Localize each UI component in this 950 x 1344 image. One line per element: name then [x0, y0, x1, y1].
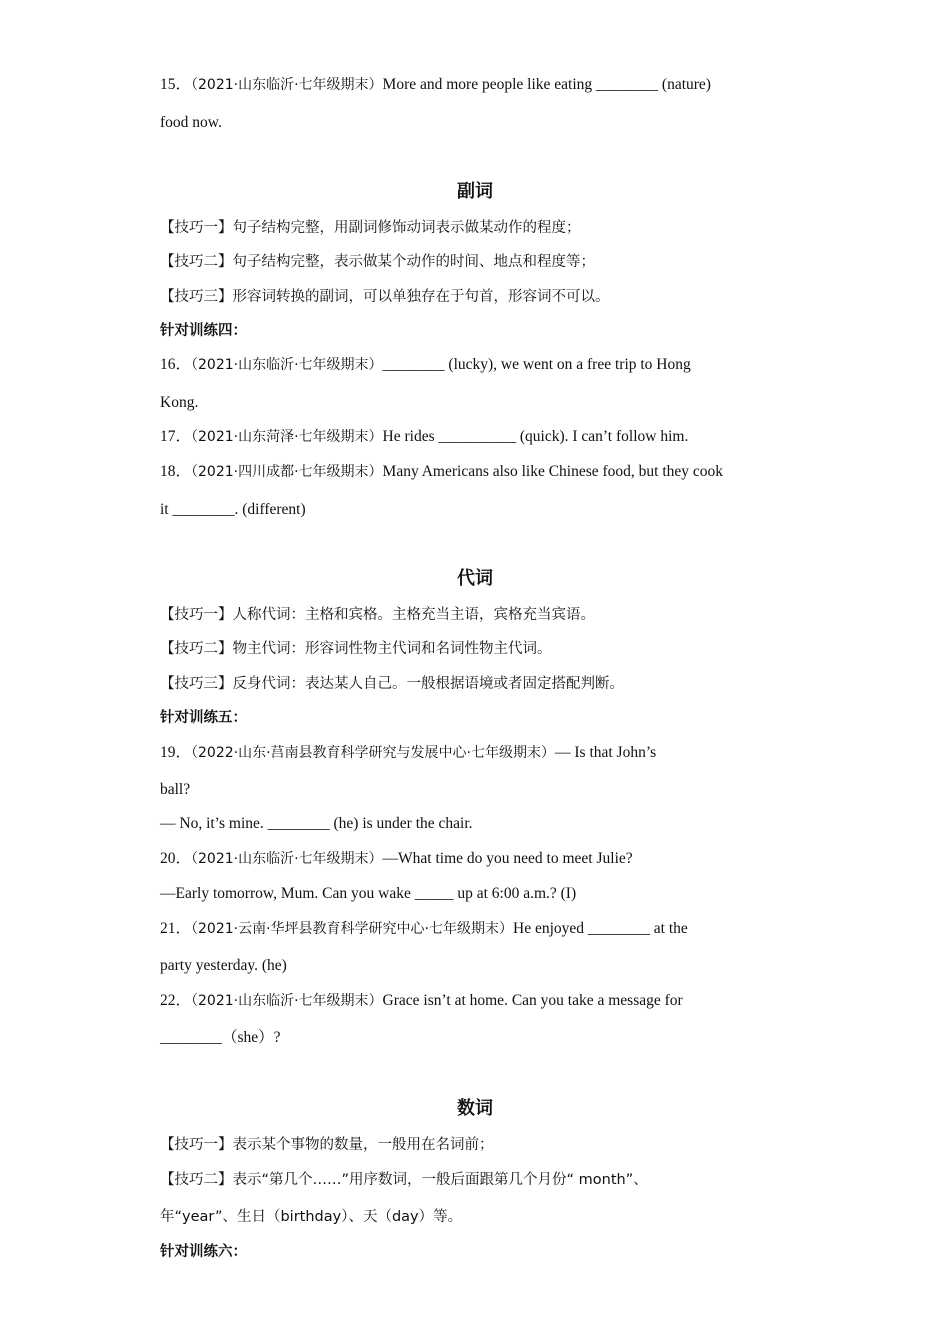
question-19-line3: — No, it’s mine. ________ (he) is under the chair. — [160, 815, 473, 832]
question-20-line1 — [160, 849, 633, 869]
adverb-tip-1 — [160, 218, 581, 238]
tip-label: 【技巧三】 — [160, 289, 233, 305]
question-source: （2021·四川成都·七年级期末） — [191, 464, 383, 480]
question-text: He enjoyed ________ at the — [513, 920, 688, 937]
question-19-line2: ball? — [160, 781, 191, 798]
question-22-line1 — [160, 991, 683, 1011]
question-15-line2: food now. — [160, 114, 222, 131]
pronoun-tip-3 — [160, 674, 624, 694]
tip-text: 物主代词：形容词性物主代词和名词性物主代词。 — [232, 641, 552, 657]
numeral-tip-2-cont: 年“year”、生日（birthday）、天（day）等。 — [160, 1209, 463, 1225]
question-16-line2: Kong. — [160, 394, 199, 411]
numeral-tip-1 — [160, 1135, 494, 1155]
question-18-line1 — [160, 462, 723, 482]
question-number: 15． — [160, 76, 192, 93]
question-source: （2021·山东临沂·七年级期末） — [191, 77, 383, 93]
question-source: （2021·山东临沂·七年级期末） — [191, 851, 383, 867]
numeral-tip-2 — [160, 1170, 648, 1190]
tip-label: 【技巧二】 — [160, 641, 233, 657]
tip-label: 【技巧二】 — [160, 254, 233, 270]
question-number: 19． — [160, 744, 192, 761]
question-number: 22． — [160, 992, 192, 1009]
question-21-line2: party yesterday. (he) — [160, 957, 287, 974]
question-22-line2: ________（she）? — [160, 1029, 281, 1046]
tip-text: 反身代词：表达某人自己。一般根据语境或者固定搭配判断。 — [232, 676, 624, 692]
question-number: 18． — [160, 463, 192, 480]
question-21-line1 — [160, 919, 688, 939]
adverb-tip-2 — [160, 252, 595, 272]
question-source: （2021·山东临沂·七年级期末） — [191, 357, 383, 373]
question-text: He rides __________ (quick). I can’t follow him. — [382, 428, 689, 445]
question-number: 17． — [160, 428, 192, 445]
question-16-line1 — [160, 355, 691, 375]
question-source: （2022·山东·莒南县教育科学研究与发展中心·七年级期末） — [191, 745, 555, 761]
tip-label: 【技巧二】 — [160, 1172, 233, 1188]
tip-text: 人称代词：主格和宾格。主格充当主语，宾格充当宾语。 — [232, 607, 595, 623]
training-heading-5: 针对训练五： — [160, 710, 247, 726]
training-heading-6: 针对训练六： — [160, 1244, 247, 1260]
section-title-adverb: 副词 — [457, 181, 493, 202]
question-text: ________ (lucky), we went on a free trip to Hong — [382, 356, 691, 373]
section-title-pronoun: 代词 — [457, 568, 493, 589]
question-20-line2: —Early tomorrow, Mum. Can you wake _____ up at 6:00 a.m.? (I) — [160, 885, 577, 902]
question-source: （2021·山东菏泽·七年级期末） — [191, 429, 383, 445]
tip-label: 【技巧三】 — [160, 676, 233, 692]
tip-text: 表示“第几个……”用序数词，一般后面跟第几个月份“ month”、 — [232, 1172, 648, 1188]
tip-label: 【技巧一】 — [160, 220, 233, 236]
training-heading-4: 针对训练四： — [160, 323, 247, 339]
tip-text: 句子结构完整，表示做某个动作的时间、地点和程度等； — [232, 254, 595, 270]
adverb-tip-3 — [160, 287, 610, 307]
tip-text: 句子结构完整，用副词修饰动词表示做某动作的程度； — [232, 220, 581, 236]
question-18-line2: it ________. (different) — [160, 501, 306, 518]
question-source: （2021·山东临沂·七年级期末） — [191, 993, 383, 1009]
section-title-numeral: 数词 — [457, 1098, 493, 1119]
question-text: — Is that John’s — [555, 744, 657, 761]
tip-label: 【技巧一】 — [160, 1137, 233, 1153]
question-number: 20． — [160, 850, 192, 867]
question-text: Many Americans also like Chinese food, but they cook — [382, 463, 724, 480]
tip-text: 表示某个事物的数量，一般用在名词前； — [232, 1137, 494, 1153]
question-text: Grace isn’t at home. Can you take a message for — [382, 992, 683, 1009]
question-text: More and more people like eating ________ (nature) — [382, 76, 711, 93]
question-source: （2021·云南·华坪县教育科学研究中心·七年级期末） — [191, 921, 513, 937]
question-number: 21． — [160, 920, 192, 937]
question-19-line1 — [160, 743, 656, 763]
question-text: —What time do you need to meet Julie? — [382, 850, 633, 867]
question-15-line1 — [160, 75, 711, 95]
tip-label: 【技巧一】 — [160, 607, 233, 623]
question-number: 16． — [160, 356, 192, 373]
question-17-line1 — [160, 427, 688, 447]
tip-text: 形容词转换的副词，可以单独存在于句首，形容词不可以。 — [232, 289, 610, 305]
pronoun-tip-1 — [160, 605, 595, 625]
pronoun-tip-2 — [160, 639, 552, 659]
